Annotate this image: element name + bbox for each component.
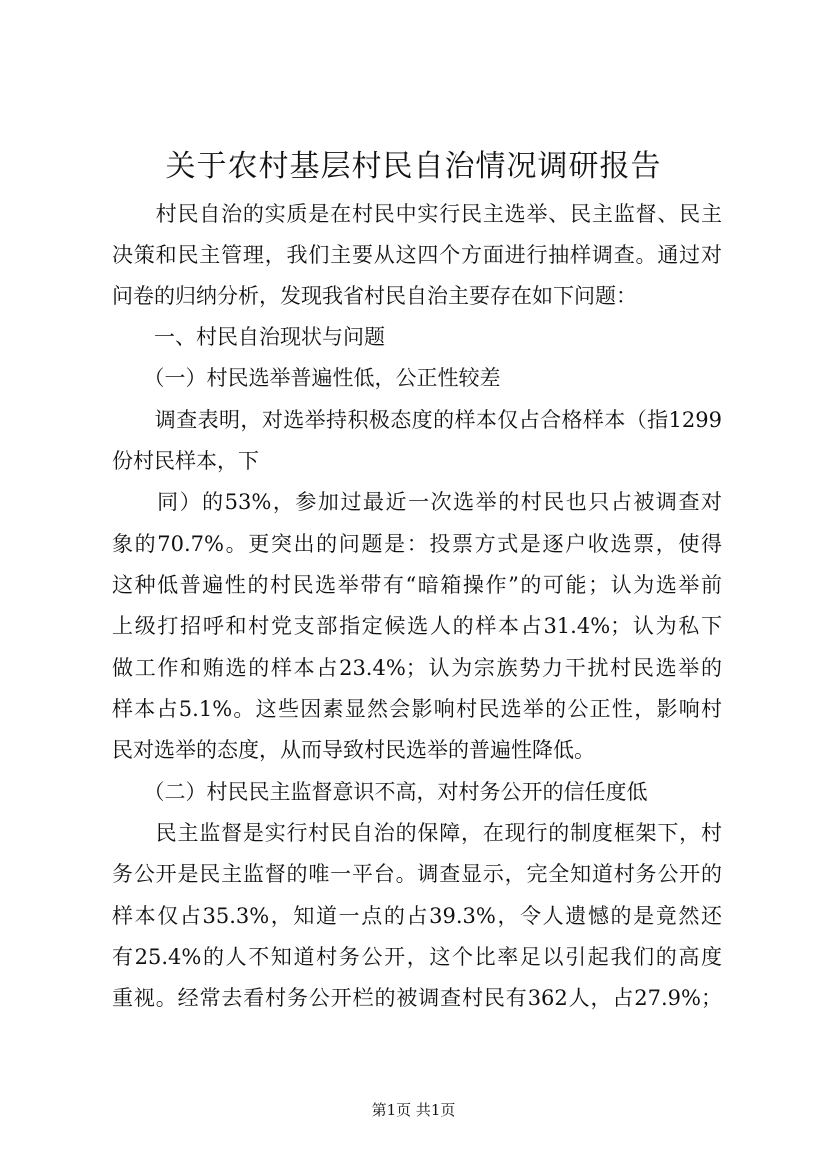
paragraph-line: 上级打招呼和村党支部指定候选人的样本占31.4%；认为私下 xyxy=(112,614,722,638)
paragraph-line: 问卷的归纳分析，发现我省村民自治主要存在如下问题： xyxy=(112,284,637,308)
paragraph-line: 样本占5.1%。这些因素显然会影响村民选举的公正性，影响村 xyxy=(112,697,722,721)
document-title: 关于农村基层村民自治情况调研报告 xyxy=(165,149,662,184)
paragraph-line: 调查表明，对选举持积极态度的样本仅占合格样本（指1299 xyxy=(112,408,722,432)
paragraph-line: 民主监督是实行村民自治的保障，在现行的制度框架下，村 xyxy=(112,821,722,845)
paragraph-line: 重视。经常去看村务公开栏的被调查村民有362人，占27.9%； xyxy=(112,986,722,1010)
subsection-heading: （二）村民民主监督意识不高，对村务公开的信任度低 xyxy=(112,780,648,804)
paragraph-line: 决策和民主管理，我们主要从这四个方面进行抽样调查。通过对 xyxy=(112,243,722,267)
paragraph-line: 份村民样本，下 xyxy=(112,449,259,473)
paragraph-line: 务公开是民主监督的唯一平台。调查显示，完全知道村务公开的 xyxy=(112,862,722,886)
paragraph-line: 象的70.7%。更突出的问题是：投票方式是逐户收选票，使得 xyxy=(112,532,722,556)
paragraph-line: 同）的53%，参加过最近一次选举的村民也只占被调查对 xyxy=(112,490,722,514)
page-footer: 第1页 共1页 xyxy=(371,1101,456,1119)
subsection-heading: （一）村民选举普遍性低，公正性较差 xyxy=(112,366,501,390)
paragraph-line: 村民自治的实质是在村民中实行民主选举、民主监督、民主 xyxy=(112,202,722,226)
paragraph-line: 民对选举的态度，从而导致村民选举的普遍性降低。 xyxy=(112,738,595,762)
section-heading: 一、村民自治现状与问题 xyxy=(112,325,385,349)
paragraph-line: 做工作和贿选的样本占23.4%；认为宗族势力干扰村民选举的 xyxy=(112,656,722,680)
paragraph-line: 有25.4%的人不知道村务公开，这个比率足以引起我们的高度 xyxy=(112,945,722,969)
paragraph-line: 样本仅占35.3%，知道一点的占39.3%，令人遗憾的是竟然还 xyxy=(112,904,722,928)
paragraph-line: 这种低普遍性的村民选举带有“暗箱操作”的可能；认为选举前 xyxy=(112,573,722,597)
